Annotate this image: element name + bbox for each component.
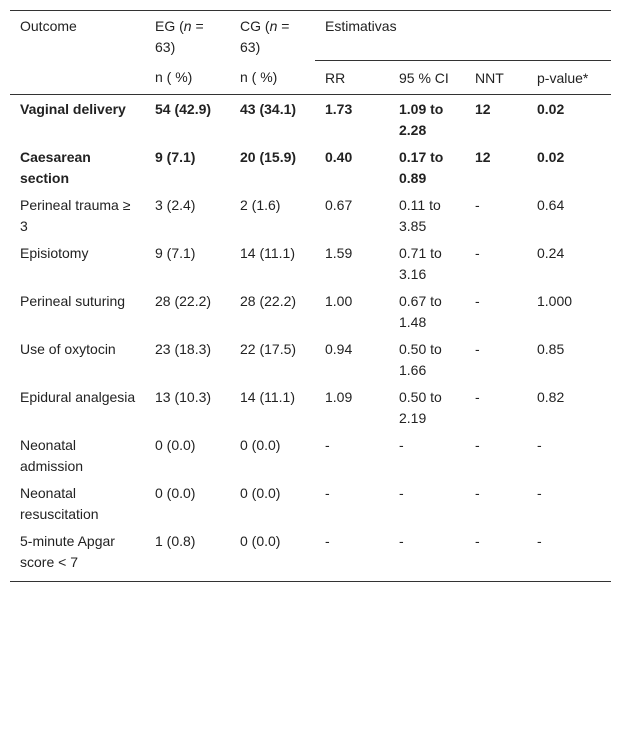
cell-ci: 0.50 to 2.19 bbox=[399, 388, 442, 426]
outcomes-table bbox=[10, 10, 611, 582]
table-row bbox=[10, 383, 611, 431]
cell-eg: 28 (22.2) bbox=[155, 292, 212, 309]
cell-outcome: Perineal trauma ≥ 3 bbox=[20, 196, 131, 234]
cell-cg: 43 (34.1) bbox=[240, 100, 297, 117]
cell-p: 0.24 bbox=[537, 244, 565, 261]
cell-nnt: - bbox=[475, 196, 480, 213]
header-eg-suffix: = 63) bbox=[155, 18, 204, 55]
cell-rr: 0.94 bbox=[325, 340, 353, 357]
cell-rr: 0.67 bbox=[325, 196, 353, 213]
table-row bbox=[10, 287, 611, 335]
cell-cg: 22 (17.5) bbox=[240, 340, 297, 357]
cell-eg: 54 (42.9) bbox=[155, 100, 212, 117]
cell-outcome: Neonatal resuscitation bbox=[20, 484, 99, 522]
header-cg bbox=[230, 11, 315, 61]
cell-outcome: Vaginal delivery bbox=[20, 100, 126, 117]
cell-cg: 0 (0.0) bbox=[230, 527, 315, 582]
cell-p: 0.82 bbox=[537, 388, 565, 405]
cell-eg: 9 (7.1) bbox=[155, 244, 196, 261]
cell-cg: 0 (0.0) bbox=[240, 484, 281, 501]
cell-rr: 1.00 bbox=[325, 292, 353, 309]
header-rr: RR bbox=[315, 60, 389, 94]
cell-outcome: Episiotomy bbox=[20, 244, 89, 261]
cell-ci: 0.71 to 3.16 bbox=[399, 244, 442, 282]
cell-p: - bbox=[537, 484, 542, 501]
cell-outcome: Perineal suturing bbox=[20, 292, 126, 309]
cell-eg: 23 (18.3) bbox=[155, 340, 212, 357]
header-estimativas: Estimativas bbox=[315, 11, 611, 61]
header-eg-sub: n ( %) bbox=[145, 60, 230, 94]
cell-ci: - bbox=[399, 484, 404, 501]
cell-outcome: Use of oxytocin bbox=[20, 340, 116, 357]
cell-eg: 0 (0.0) bbox=[155, 436, 196, 453]
table-row bbox=[10, 335, 611, 383]
cell-ci: 1.09 to 2.28 bbox=[399, 100, 444, 138]
cell-outcome: Epidural analgesia bbox=[20, 388, 136, 405]
cell-cg: 28 (22.2) bbox=[240, 292, 297, 309]
cell-rr: - bbox=[325, 484, 330, 501]
cell-nnt: - bbox=[475, 484, 480, 501]
cell-rr: 1.59 bbox=[325, 244, 353, 261]
table-row bbox=[10, 239, 611, 287]
cell-rr: - bbox=[315, 527, 389, 582]
header-nnt: NNT bbox=[465, 60, 527, 94]
cell-cg: 0 (0.0) bbox=[240, 436, 281, 453]
cell-ci: 0.11 to 3.85 bbox=[399, 196, 441, 234]
table-row bbox=[10, 431, 611, 479]
cell-rr: 0.40 bbox=[325, 148, 353, 165]
cell-p: 0.64 bbox=[537, 196, 565, 213]
table-row bbox=[10, 479, 611, 527]
cell-rr: 1.73 bbox=[325, 100, 353, 117]
header-cg-suffix: = 63) bbox=[240, 18, 290, 55]
cell-ci: 0.17 to 0.89 bbox=[399, 148, 444, 186]
cell-p: 0.02 bbox=[537, 148, 565, 165]
header-eg bbox=[145, 11, 230, 61]
cell-nnt: - bbox=[475, 388, 480, 405]
cell-nnt: - bbox=[475, 244, 480, 261]
table-row bbox=[10, 143, 611, 191]
header-cg-n: n bbox=[269, 18, 278, 34]
cell-outcome: Neonatal admission bbox=[20, 436, 84, 474]
cell-p: - bbox=[537, 436, 542, 453]
header-pvalue: p-value* bbox=[527, 60, 611, 94]
header-eg-n: n bbox=[183, 18, 192, 34]
cell-cg: 20 (15.9) bbox=[240, 148, 297, 165]
table-row bbox=[10, 527, 611, 582]
cell-cg: 14 (11.1) bbox=[240, 388, 295, 405]
cell-nnt: 12 bbox=[475, 100, 491, 117]
cell-nnt: - bbox=[475, 436, 480, 453]
cell-p: 1.000 bbox=[537, 292, 573, 309]
cell-ci: 0.50 to 1.66 bbox=[399, 340, 442, 378]
header-row-1 bbox=[10, 11, 611, 61]
cell-p: 0.02 bbox=[537, 100, 565, 117]
cell-nnt: - bbox=[475, 292, 480, 309]
header-cg-sub: n ( %) bbox=[230, 60, 315, 94]
table-row bbox=[10, 191, 611, 239]
cell-outcome: 5-minute Apgar score < 7 bbox=[10, 527, 145, 582]
cell-ci: - bbox=[399, 436, 404, 453]
cell-cg: 2 (1.6) bbox=[240, 196, 281, 213]
cell-eg: 0 (0.0) bbox=[155, 484, 196, 501]
cell-eg: 1 (0.8) bbox=[145, 527, 230, 582]
cell-ci: 0.67 to 1.48 bbox=[399, 292, 442, 330]
cell-nnt: 12 bbox=[475, 148, 491, 165]
cell-p: 0.85 bbox=[537, 340, 565, 357]
header-ci: 95 % CI bbox=[389, 60, 465, 94]
cell-eg: 9 (7.1) bbox=[155, 148, 196, 165]
cell-p: - bbox=[527, 527, 611, 582]
results-table-container bbox=[10, 10, 611, 582]
cell-eg: 3 (2.4) bbox=[155, 196, 196, 213]
header-cg-prefix: CG ( bbox=[240, 18, 270, 34]
header-outcome: Outcome bbox=[10, 11, 145, 95]
cell-ci: - bbox=[389, 527, 465, 582]
cell-nnt: - bbox=[465, 527, 527, 582]
cell-cg: 14 (11.1) bbox=[240, 244, 295, 261]
table-row bbox=[10, 94, 611, 143]
cell-outcome: Caesarean section bbox=[20, 148, 91, 186]
cell-rr: 1.09 bbox=[325, 388, 353, 405]
cell-eg: 13 (10.3) bbox=[155, 388, 212, 405]
header-eg-prefix: EG ( bbox=[155, 18, 184, 34]
cell-nnt: - bbox=[475, 340, 480, 357]
cell-rr: - bbox=[325, 436, 330, 453]
